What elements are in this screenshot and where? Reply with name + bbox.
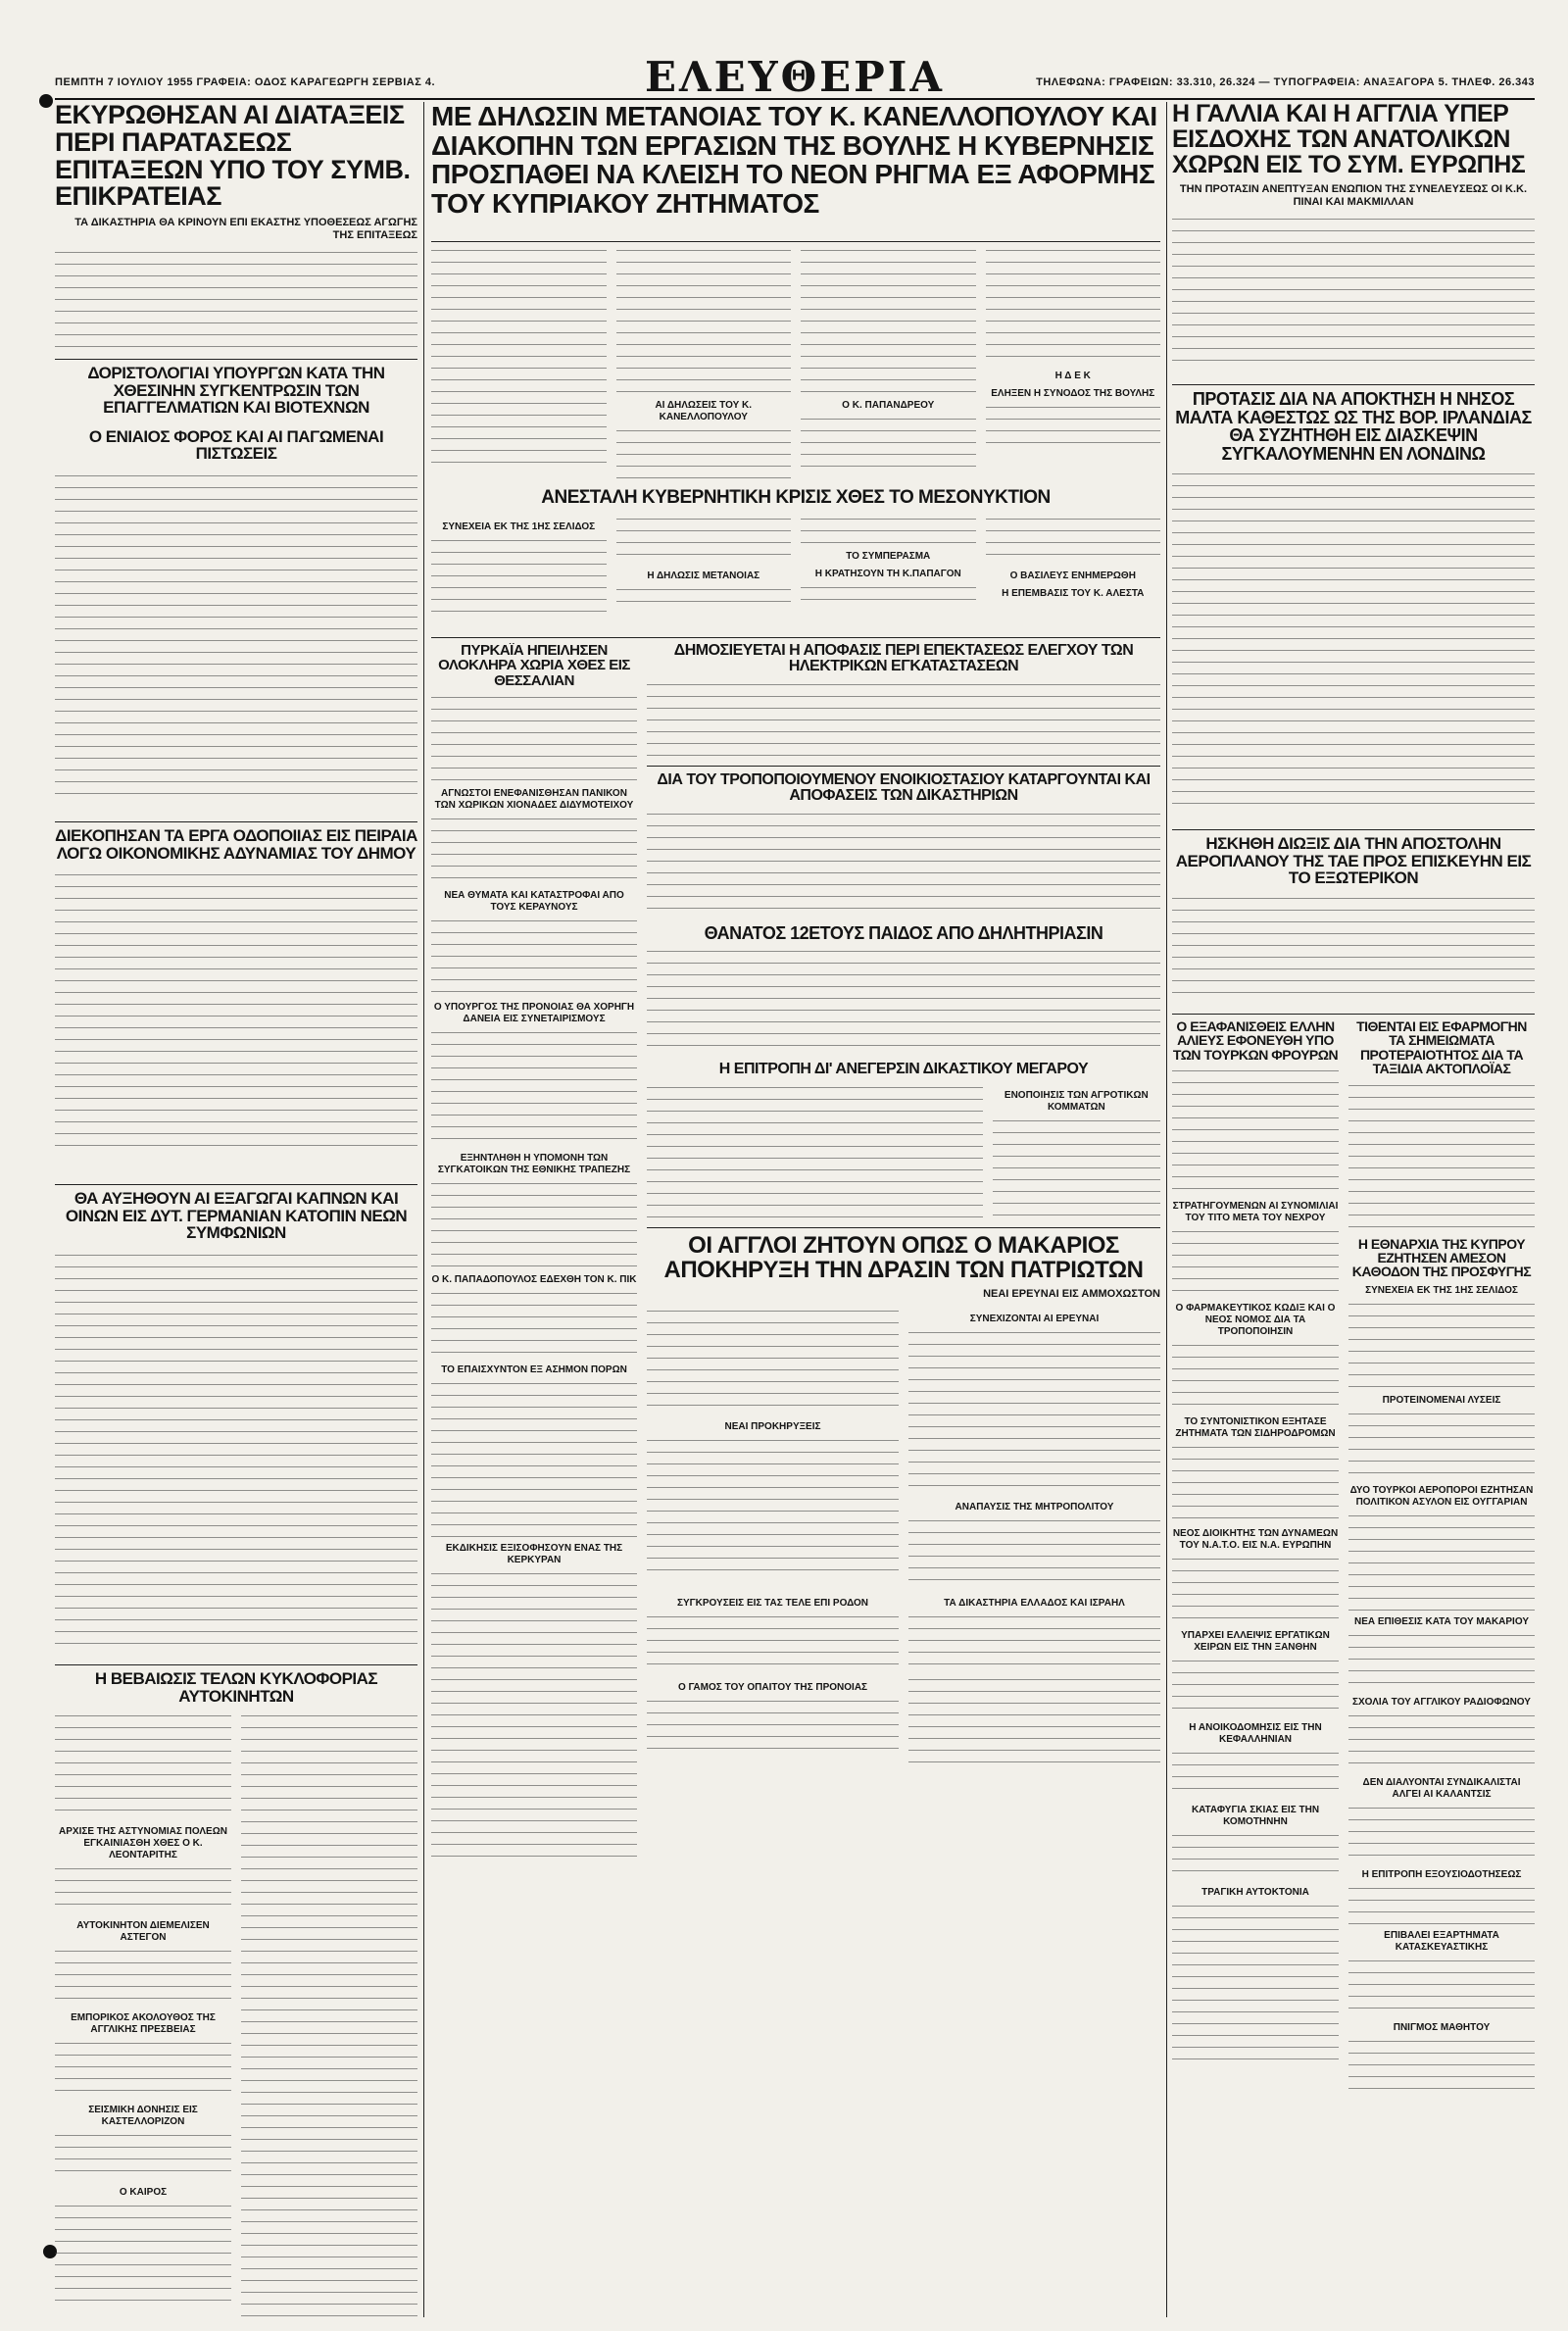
short-headline: ΑΥΤΟΚΙΝΗΤΟΝ ΔΙΕΜΕΛΙΣΕΝ ΑΣΤΕΓΟΝ [76, 1920, 210, 1943]
article-body [55, 1252, 417, 1654]
left-top-story [55, 102, 417, 355]
banner-headline: ΜΕ ΔΗΛΩΣΙΝ ΜΕΤΑΝΟΙΑΣ ΤΟΥ Κ. ΚΑΝΕΛΛΟΠΟΥΛΟΥ ΚΑΙ ΔΙΑΚΟΠΗΝ ΤΩΝ ΕΡΓΑΣΙΩΝ ΤΗΣ ΒΟΥΛΗΣ Η ΚΥΒΕΡΝΗΣΙΣ ΠΡΟΣΠΑΘΕΙ ΝΑ ΚΛΕΙΣΗ ΤΟ ΝΕΟΝ ΡΗΓΜΑ ΕΞ ΑΦΟΡΜΗΣ ΤΟΥ ΚΥΠΡΙΑΚΟΥ ΖΗΤΗΜΑΤΟΣ [431, 102, 1157, 220]
short-headline: Ο ΦΑΡΜΑΚΕΥΤΙΚΟΣ ΚΩΔΙΞ ΚΑΙ Ο ΝΕΟΣ ΝΟΜΟΣ ΔΙΑ ΤΑ ΤΡΟΠΟΠΟΙΗΣΙΝ [1175, 1303, 1336, 1338]
left-h3: ΔΙΕΚΟΠΗΣΑΝ ΤΑ ΕΡΓΑ ΟΔΟΠΟΙΙΑΣ ΕΙΣ ΠΕΙΡΑΙΑ ΛΟΓΩ ΟΙΚΟΝΟΜΙΚΗΣ ΑΔΥΝΑΜΙΑΣ ΤΟΥ ΔΗΜΟΥ [55, 827, 417, 863]
short-headline: ΤΡΑΓΙΚΗ ΑΥΤΟΚΤΟΝΙΑ [1201, 1887, 1309, 1899]
electric-headline: ΔΗΜΟΣΙΕΥΕΤΑΙ Η ΑΠΟΦΑΣΙΣ ΠΕΡΙ ΕΠΕΚΤΑΣΕΩΣ ΕΛΕΓΧΟΥ ΤΩΝ ΗΛΕΚΤΡΙΚΩΝ ΕΓΚΑΤΑΣΤΑΣΕΩΝ [673, 643, 1134, 675]
right-top-story [1172, 102, 1535, 380]
short-headline: ΠΝΙΓΜΟΣ ΜΑΘΗΤΟΥ [1393, 2021, 1491, 2033]
short-headline: ΝΕΑ ΘΥΜΑΤΑ ΚΑΙ ΚΑΤΑΣΤΡΟΦΑΙ ΑΠΟ ΤΟΥΣ ΚΕΡΑΥΝΟΥΣ [444, 890, 624, 914]
masthead [55, 51, 1535, 100]
plane-headline: ΗΣΚΗΘΗ ΔΙΩΞΙΣ ΔΙΑ ΤΗΝ ΑΠΟΣΤΟΛΗΝ ΑΕΡΟΠΛΑΝΟΥ ΤΗΣ ΤΑΕ ΠΡΟΣ ΕΠΙΣΚΕΥΗΝ ΕΙΣ ΤΟ ΕΞΩΤΕΡΙΚΟΝ [1175, 835, 1532, 887]
short-headline: ΤΟ ΕΠΑΙΣΧΥΝΤΟΝ ΕΞ ΑΣΗΜΟΝ ΠΟΡΩΝ [441, 1364, 627, 1376]
article-body [55, 472, 417, 796]
short-headline: ΣΕΙΣΜΙΚΗ ΔΟΝΗΣΙΣ ΕΙΣ ΚΑΣΤΕΛΛΟΡΙΖΟΝ [88, 2105, 198, 2127]
rent-headline: ΔΙΑ ΤΟΥ ΤΡΟΠΟΠΟΙΟΥΜΕΝΟΥ ΕΝΟΙΚΙΟΣΤΑΣΙΟΥ ΚΑΤΑΡΓΟΥΝΤΑΙ ΚΑΙ ΑΠΟΦΑΣΕΙΣ ΤΩΝ ΔΙΚΑΣΤΗΡΙΩΝ [657, 770, 1151, 805]
short-headline: ΕΠΙΒΑΛΕΙ ΕΞΑΡΤΗΜΑΤΑ ΚΑΤΑΣΚΕΥΑΣΤΙΚΗΣ [1384, 1929, 1499, 1953]
section-label: Ο Κ. ΠΑΠΑΝΔΡΕΟΥ [842, 400, 935, 411]
short-headline: ΝΕΑΙ ΠΡΟΚΗΡΥΞΕΙΣ [724, 1420, 821, 1432]
section-label: Η Δ Ε Κ [1054, 371, 1091, 381]
short-headline: ΔΕΝ ΔΙΑΛΥΟΝΤΑΙ ΣΥΝΔΙΚΑΛΙΣΤΑΙ ΑΛΓΕΙ ΑΙ ΚΑΛΑΝΤΣΙΣ [1362, 1776, 1521, 1800]
ink-blot [39, 94, 53, 108]
short-headline: ΕΝΟΠΟΙΗΣΙΣ ΤΩΝ ΑΓΡΟΤΙΚΩΝ ΚΟΜΜΑΤΩΝ [1004, 1089, 1149, 1113]
left-subhead: ΤΑ ΔΙΚΑΣΤΗΡΙΑ ΘΑ ΚΡΙΝΟΥΝ ΕΠΙ ΕΚΑΣΤΗΣ ΥΠΟΘΕΣΕΩΣ ΑΓΩΓΗΣ ΤΗΣ ΕΠΙΤΑΞΕΩΣ [74, 217, 417, 242]
section-label: ΤΟ ΣΥΜΠΕΡΑΣΜΑ [846, 550, 931, 562]
thessaly-headline: ΠΥΡΚΑΪΑ ΗΠΕΙΛΗΣΕΝ ΟΛΟΚΛΗΡΑ ΧΩΡΙΑ ΧΘΕΣ ΕΙΣ ΘΕΣΣΑΛΙΑΝ [438, 643, 630, 689]
short-headline: Η ΑΝΟΙΚΟΔΟΜΗΣΙΣ ΕΙΣ ΤΗΝ ΚΕΦΑΛΛΗΝΙΑΝ [1189, 1722, 1322, 1746]
left-h2: ΔΟΡΙΣΤΟΛΟΓΙΑΙ ΥΠΟΥΡΓΩΝ ΚΑΤΑ ΤΗΝ ΧΘΕΣΙΝΗΝ ΣΥΓΚΕΝΤΡΩΣΙΝ ΤΩΝ ΕΠΑΓΓΕΛΜΑΤΙΩΝ ΚΑΙ ΒΙΟΤΕΧΝΩΝ [87, 365, 385, 417]
short-headline: ΕΜΠΟΡΙΚΟΣ ΑΚΟΛΟΥΘΟΣ ΤΗΣ ΑΓΓΛΙΚΗΣ ΠΡΕΣΒΕΙΑΣ [71, 2012, 216, 2035]
article-body [55, 1712, 231, 1820]
left-h2b: Ο ΕΝΙΑΙΟΣ ΦΟΡΟΣ ΚΑΙ ΑΙ ΠΑΓΩΜΕΝΑΙ ΠΙΣΤΩΣΕΙΣ [88, 426, 384, 463]
short-headline: Ο ΓΑΜΟΣ ΤΟΥ ΟΠΑΙΤΟΥ ΤΗΣ ΠΡΟΝΟΙΑΣ [677, 1681, 868, 1693]
short-headline: ΤΟ ΣΥΝΤΟΝΙΣΤΙΚΟΝ ΕΞΗΤΑΣΕ ΖΗΤΗΜΑΤΑ ΤΩΝ ΣΙΔΗΡΟΔΡΟΜΩΝ [1175, 1416, 1336, 1440]
right-lower [1172, 1019, 1535, 2317]
cyprus-headline: Η ΕΘΝΑΡΧΙΑ ΤΗΣ ΚΥΠΡΟΥ ΕΖΗΤΗΣΕΝ ΑΜΕΣΟΝ ΚΑΘΟΔΟΝ ΤΗΣ ΠΡΟΣΦΥΓΗΣ [1351, 1235, 1532, 1280]
center-col-a [431, 643, 637, 2317]
short-headline: ΤΑ ΔΙΚΑΣΤΗΡΙΑ ΕΛΛΑΔΟΣ ΚΑΙ ΙΣΡΑΗΛ [944, 1597, 1125, 1609]
court-headline: Η ΕΠΙΤΡΟΠΗ ΔΙ' ΑΝΕΓΕΡΣΙΝ ΔΙΚΑΣΤΙΚΟΥ ΜΕΓΑΡΟΥ [718, 1061, 1089, 1078]
right-subhead: ΤΗΝ ΠΡΟΤΑΣΙΝ ΑΝΕΠΤΥΞΑΝ ΕΝΩΠΙΟΝ ΤΗΣ ΣΥΝΕΛΕΥΣΕΩΣ ΟΙ Κ.Κ. ΠΙΝΑΙ ΚΑΙ ΜΑΚΜΙΛΛΑΝ [1179, 183, 1528, 209]
center-banner [431, 102, 1160, 237]
short-headline: ΑΓΝΩΣΤΟΙ ΕΝΕΦΑΝΙΣΘΗΣΑΝ ΠΑΝΙΚΟΝ ΤΩΝ ΧΩΡΙΚΩΝ ΧΙΟΝΑΔΕΣ ΔΙΔΥΜΟΤΕΙΧΟΥ [434, 788, 634, 812]
left-h5: Η ΒΕΒΑΙΩΣΙΣ ΤΕΛΩΝ ΚΥΚΛΟΦΟΡΙΑΣ ΑΥΤΟΚΙΝΗΤΩΝ [94, 1670, 378, 1706]
short-headline: Ο Κ. ΠΑΠΑΔΟΠΟΥΛΟΣ ΕΔΕΧΘΗ ΤΟΝ Κ. ΠΙΚ [431, 1274, 637, 1286]
section-label: Η ΚΡΑΤΗΣΟΥΝ ΤΗ Κ.ΠΑΠΑΓΟΝ [814, 568, 961, 579]
short-headline: ΠΡΟΤΕΙΝΟΜΕΝΑΙ ΛΥΣΕΙΣ [1382, 1394, 1501, 1406]
continuation-label: ΣΥΝΕΧΕΙΑ ΕΚ ΤΗΣ 1ΗΣ ΣΕΛΙΔΟΣ [1365, 1284, 1518, 1296]
section-label: Ο ΒΑΣΙΛΕΥΣ ΕΝΗΜΕΡΩΘΗ [1009, 570, 1136, 581]
section-label: Η ΕΠΕΜΒΑΣΙΣ ΤΟΥ Κ. ΑΛΕΣΤΑ [1002, 587, 1145, 599]
right-story-2 [1172, 390, 1535, 825]
right-story-3 [1172, 835, 1535, 1010]
crisis-headline: ΑΝΕΣΤΑΛΗ ΚΥΒΕΡΝΗΤΙΚΗ ΚΡΙΣΙΣ ΧΘΕΣ ΤΟ ΜΕΣΟΝΥΚΤΙΟΝ [541, 487, 1051, 508]
right-headline: Η ΓΑΛΛΙΑ ΚΑΙ Η ΑΓΓΛΙΑ ΥΠΕΡ ΕΙΣΔΟΧΗΣ ΤΩΝ ΑΝΑΤΟΛΙΚΩΝ ΧΩΡΩΝ ΕΙΣ ΤΟ ΣΥΜ. ΕΥΡΩΠΗΣ [1172, 102, 1526, 178]
left-story-4 [55, 1190, 417, 1661]
short-headline: ΝΕΑ ΕΠΙΘΕΣΙΣ ΚΑΤΑ ΤΟΥ ΜΑΚΑΡΙΟΥ [1353, 1615, 1530, 1627]
newspaper-title: ΕΛΕΥΘΕΡΙΑ [644, 53, 945, 101]
short-headline: ΣΤΡΑΤΗΓΟΥΜΕΝΩΝ ΑΙ ΣΥΝΟΜΙΛΙΑΙ ΤΟΥ ΤΙΤΟ ΜΕΤΑ ΤΟΥ ΝΕΧΡΟΥ [1172, 1201, 1339, 1224]
left-headline: ΕΚΥΡΩΘΗΣΑΝ ΑΙ ΔΙΑΤΑΞΕΙΣ ΠΕΡΙ ΠΑΡΑΤΑΣΕΩΣ ΕΠΙΤΑΞΕΩΝ ΥΠΟ ΤΟΥ ΣΥΜΒ. ΕΠΙΚΡΑΤΕΙΑΣ [55, 102, 411, 212]
section-label: ΕΛΗΞΕΝ Η ΣΥΝΟΔΟΣ ΤΗΣ ΒΟΥΛΗΣ [991, 388, 1155, 399]
short-headline: ΣΥΝΕΧΙΖΟΝΤΑΙ ΑΙ ΕΡΕΥΝΑΙ [969, 1313, 1100, 1324]
short-headline: ΕΚΔΙΚΗΣΙΣ ΕΞΙΣΟΦΗΣΟΥΝ ΕΝΑΣ ΤΗΣ ΚΕΡΚΥΡΑΝ [445, 1543, 623, 1566]
date-line: ΠΕΜΠΤΗ 7 ΙΟΥΛΙΟΥ 1955 ΓΡΑΦΕΙΑ: ΟΔΟΣ ΚΑΡΑΓΕΩΡΓΗ ΣΕΡΒΙΑΣ 4. [55, 76, 436, 88]
short-headline: ΣΥΓΚΡΟΥΣΕΙΣ ΕΙΣ ΤΑΣ ΤΕΛΕ ΕΠΙ ΡΟΔΟΝ [676, 1597, 868, 1609]
short-headline: Η ΕΠΙΤΡΟΠΗ ΕΞΟΥΣΙΟΔΟΤΗΣΕΩΣ [1361, 1868, 1522, 1880]
left-h4: ΘΑ ΑΥΞΗΘΟΥΝ ΑΙ ΕΞΑΓΩΓΑΙ ΚΑΠΝΩΝ ΚΑΙ ΟΙΝΩΝ ΕΙΣ ΔΥΤ. ΓΕΡΜΑΝΙΑΝ ΚΑΤΟΠΙΝ ΝΕΩΝ ΣΥΜΦΩΝΙΩΝ [65, 1190, 408, 1242]
short-headline: Ο ΥΠΟΥΡΓΟΣ ΤΗΣ ΠΡΟΝΟΙΑΣ ΘΑ ΧΟΡΗΓΗ ΔΑΝΕΙΑ ΕΙΣ ΣΥΝΕΤΑΙΡΙΣΜΟΥΣ [433, 1002, 635, 1025]
malta-headline: ΠΡΟΤΑΣΙΣ ΔΙΑ ΝΑ ΑΠΟΚΤΗΣΗ Η ΝΗΣΟΣ ΜΑΛΤΑ ΚΑΘΕΣΤΩΣ ΩΣ ΤΗΣ ΒΟΡ. ΙΡΛΑΝΔΙΑΣ ΘΑ ΣΥΖΗΤΗΘΗ ΕΙΣ ΔΙΑΣΚΕΨΙΝ ΣΥΓΚΑΛΟΥΜΕΝΗΝ ΕΝ ΛΟΝΔΙΝΩ [1175, 390, 1532, 464]
article-body [241, 1712, 417, 2317]
section-label: Η ΔΗΛΩΣΙΣ ΜΕΤΑΝΟΙΑΣ [647, 570, 760, 581]
refugee-headline: Ο ΕΞΑΦΑΝΙΣΘΕΙΣ ΕΛΛΗΝ ΑΛΙΕΥΣ ΕΦΟΝΕΥΘΗ ΥΠΟ ΤΩΝ ΤΟΥΡΚΩΝ ΦΡΟΥΡΩΝ [1172, 1019, 1339, 1063]
short-headline: ΣΧΟΛΙΑ ΤΟΥ ΑΓΓΛΙΚΟΥ ΡΑΔΙΟΦΩΝΟΥ [1352, 1696, 1531, 1708]
section-label: ΑΙ ΔΗΛΩΣΕΙΣ ΤΟΥ Κ. ΚΑΝΕΛΛΟΠΟΥΛΟΥ [655, 400, 753, 422]
makarios-subhead: ΝΕΑΙ ΕΡΕΥΝΑΙ ΕΙΣ ΑΜΜΟΧΩΣΤΟΝ [983, 1288, 1160, 1301]
left-story-5 [55, 1670, 417, 2317]
left-story-2 [55, 365, 417, 816]
death-headline: ΘΑΝΑΤΟΣ 12ΕΤΟΥΣ ΠΑΙΔΟΣ ΑΠΟ ΔΗΛΗΤΗΡΙΑΣΙΝ [704, 922, 1103, 943]
short-headline: ΚΑΤΑΦΥΓΙΑ ΣΚΙΑΣ ΕΙΣ ΤΗΝ ΚΟΜΟΤΗΝΗΝ [1191, 1805, 1320, 1828]
short-headline: Ο ΚΑΙΡΟΣ [119, 2187, 168, 2198]
center-story-body [431, 247, 1160, 631]
phones-line: ΤΗΛΕΦΩΝΑ: ΓΡΑΦΕΙΩΝ: 33.310, 26.324 — ΤΥΠΟΓΡΑΦΕΙΑ: ΑΝΑΞΑΓΟΡΑ 5. ΤΗΛΕΦ. 26.343 [1036, 76, 1535, 88]
short-headline: ΕΞΗΝΤΛΗΘΗ Η ΥΠΟΜΟΝΗ ΤΩΝ ΣΥΓΚΑΤΟΙΚΩΝ ΤΗΣ ΕΘΝΙΚΗΣ ΤΡΑΠΕΖΗΣ [437, 1153, 631, 1176]
article-body [55, 871, 417, 1156]
center-col-b [647, 643, 1160, 2317]
short-headline: ΔΥΟ ΤΟΥΡΚΟΙ ΑΕΡΟΠΟΡΟΙ ΕΖΗΤΗΣΑΝ ΠΟΛΙΤΙΚΟΝ ΑΣΥΛΟΝ ΕΙΣ ΟΥΓΓΑΡΙΑΝ [1349, 1484, 1534, 1508]
left-story-3 [55, 827, 417, 1180]
short-headline: ΑΝΑΠΑΥΣΙΣ ΤΗΣ ΜΗΤΡΟΠΟΛΙΤΟΥ [955, 1501, 1114, 1513]
article-body [55, 249, 417, 355]
continuation-label: ΣΥΝΕΧΕΙΑ ΕΚ ΤΗΣ 1ΗΣ ΣΕΛΙΔΟΣ [442, 521, 596, 532]
short-headline: ΥΠΑΡΧΕΙ ΕΛΛΕΙΨΙΣ ΕΡΓΑΤΙΚΩΝ ΧΕΙΡΩΝ ΕΙΣ ΤΗΝ ΞΑΝΘΗΝ [1181, 1630, 1330, 1654]
makarios-headline: ΟΙ ΑΓΓΛΟΙ ΖΗΤΟΥΝ ΟΠΩΣ Ο ΜΑΚΑΡΙΟΣ ΑΠΟΚΗΡΥΞΗ ΤΗΝ ΔΡΑΣΙΝ ΤΩΝ ΠΑΤΡΙΩΤΩΝ [663, 1231, 1144, 1283]
short-headline: ΑΡΧΙΣΕ ΤΗΣ ΑΣΤΥΝΟΜΙΑΣ ΠΟΛΕΩΝ ΕΓΚΑΙΝΙΑΣΘΗ ΧΘΕΣ Ο Κ. ΛΕΟΝΤΑΡΙΤΗΣ [59, 1826, 227, 1860]
rules-headline: ΤΙΘΕΝΤΑΙ ΕΙΣ ΕΦΑΡΜΟΓΗΝ ΤΑ ΣΗΜΕΙΩΜΑΤΑ ΠΡΟΤΕΡΑΙΟΤΗΤΟΣ ΔΙΑ ΤΑ ΤΑΞΙΔΙΑ ΑΚΤΟΠΛΟΪΑΣ [1356, 1019, 1527, 1077]
short-headline: ΝΕΟΣ ΔΙΟΙΚΗΤΗΣ ΤΩΝ ΔΥΝΑΜΕΩΝ ΤΟΥ Ν.Α.Τ.Ο. ΕΙΣ Ν.Α. ΕΥΡΩΠΗΝ [1172, 1528, 1339, 1552]
